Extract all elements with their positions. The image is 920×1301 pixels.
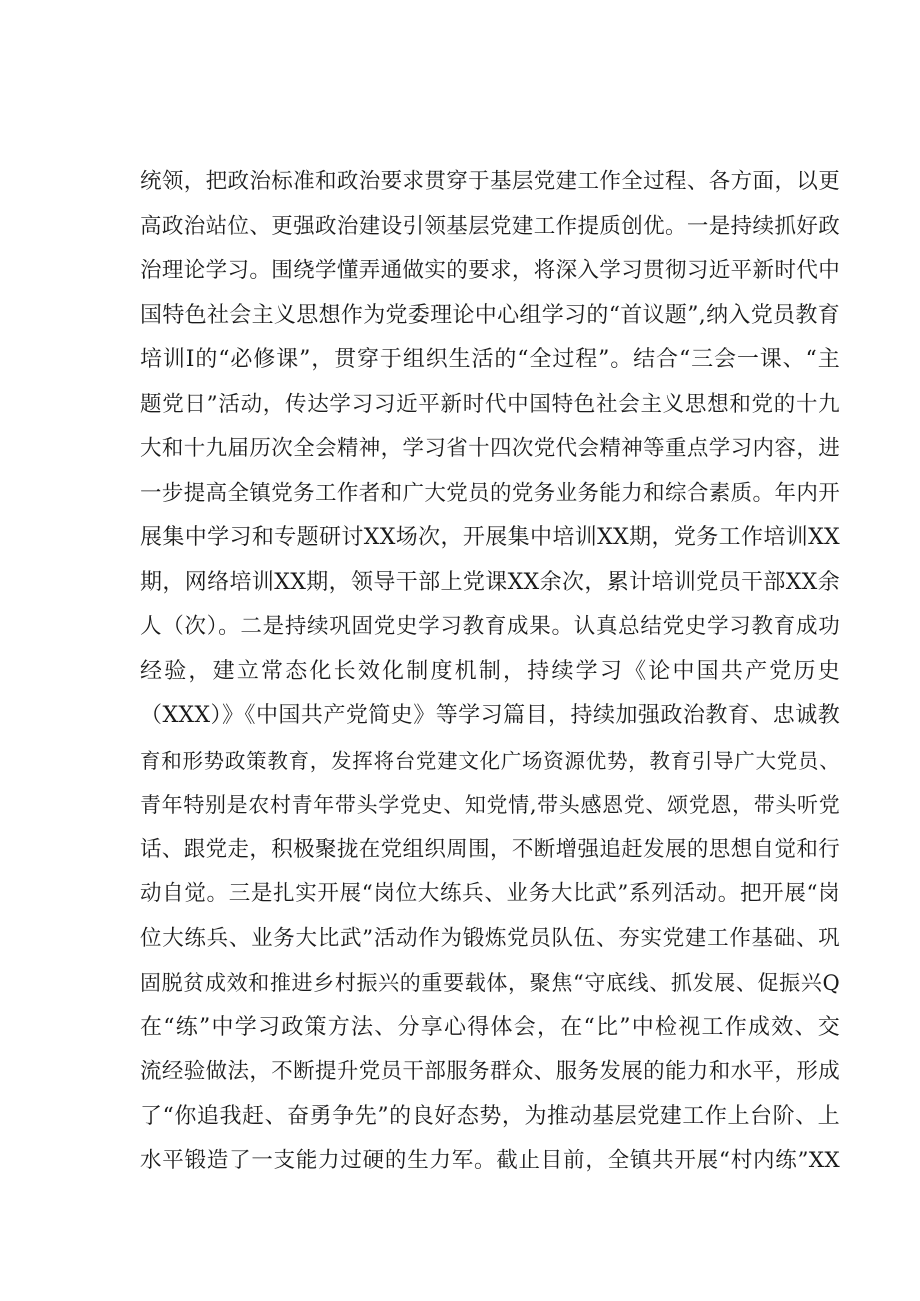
- text-line: （XXX）》《中国共产党简史》等学习篇目，持续加强政治教育、忠诚教: [140, 703, 840, 728]
- body-paragraph: [140, 160, 840, 1184]
- text-line: 统领，把政治标准和政治要求贯穿于基层党建工作全过程、各方面，以更: [140, 169, 840, 194]
- text-line: 期，网络培训XX期，领导干部上党课XX余次，累计培训党员干部XX余: [140, 569, 840, 595]
- text-line: 培训Ⅰ的“必修课”，贯穿于组织生活的“全过程”。结合“三会一课、“主: [140, 347, 840, 372]
- text-line: 位大练兵、业务大比武”活动作为锻炼党员队伍、夯实党建工作基础、巩: [140, 925, 840, 951]
- text-line: 一步提高全镇党务工作者和广大党员的党务业务能力和综合素质。年内开: [140, 480, 840, 506]
- text-line: 流经验做法，不断提升党员干部服务群众、服务发展的能力和水平，形成: [140, 1059, 840, 1084]
- text-line: 了“你追我赶、奋勇争先”的良好态势，为推动基层党建工作上台阶、上: [140, 1103, 840, 1129]
- text-line: 治理论学习。围绕学懂弄通做实的要求，将深入学习贯彻习近平新时代中: [140, 258, 840, 283]
- text-line: 高政治站位、更强政治建设引领基层党建工作提质创优。一是持续抓好政: [140, 213, 840, 239]
- text-line: 展集中学习和专题研讨XX场次，开展集中培训XX期，党务工作培训XX: [140, 525, 840, 550]
- text-line: 动自觉。三是扎实开展“岗位大练兵、业务大比武”系列活动。把开展“岗: [140, 881, 840, 906]
- text-line: 水平锻造了一支能力过硬的生力军。截止目前，全镇共开展“村内练”XX: [140, 1148, 840, 1173]
- text-line: 人（次）。二是持续巩固党史学习教育成果。认真总结党史学习教育成功: [140, 614, 840, 639]
- text-line: 国特色社会主义思想作为党委理论中心组学习的“首议题”,纳入党员教育: [140, 302, 840, 328]
- text-line: 在“练”中学习政策方法、分享心得体会，在“比”中检视工作成效、交: [140, 1014, 840, 1040]
- text-line: 育和形势政策教育，发挥将台党建文化广场资源优势，教育引导广大党员、: [140, 748, 840, 773]
- text-line: 大和十九届历次全会精神，学习省十四次党代会精神等重点学习内容，进: [140, 436, 840, 461]
- text-line: 经验，建立常态化长效化制度机制，持续学习《论中国共产党历史: [140, 658, 840, 684]
- text-line: 青年特别是农村青年带头学党史、知党情,带头感恩党、颂党恩，带头听党: [140, 793, 840, 817]
- text-line: 话、跟党走，积极聚拢在党组织周围，不断增强追赶发展的思想自觉和行: [140, 836, 840, 862]
- text-line: 题党日”活动，传达学习习近平新时代中国特色社会主义思想和党的十九: [140, 391, 840, 417]
- text-line: 固脱贫成效和推进乡村振兴的重要载体，聚焦“守底线、抓发展、促振兴Q: [140, 971, 840, 995]
